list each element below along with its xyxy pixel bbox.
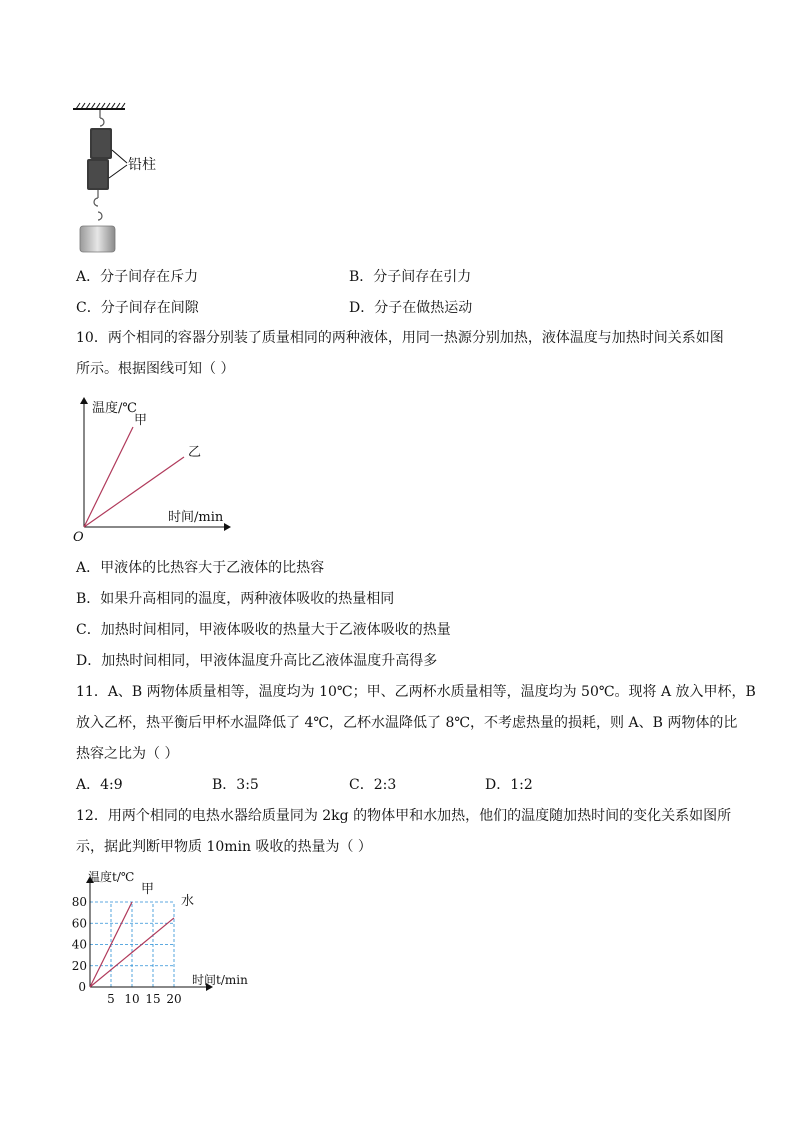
series-label-water: 水 xyxy=(181,894,195,909)
q10-series-a-label: 甲 xyxy=(134,413,148,428)
q10-option-c: C．加热时间相同，甲液体吸收的热量大于乙液体吸收的热量 xyxy=(76,622,451,638)
y-tick-label-2: 60 xyxy=(71,916,87,931)
q10-option-d: D．加热时间相同，甲液体温度升高比乙液体温度升高得多 xyxy=(76,653,438,669)
x-axis-label: 时间t/min xyxy=(192,973,248,987)
x-tick-label-2: 15 xyxy=(145,992,161,1006)
q10-stem-line-2: 所示。根据图线可知（ ） xyxy=(76,361,235,377)
q10-series-b-label: 乙 xyxy=(188,445,202,460)
q9-option-c: C．分子间存在间隙 xyxy=(76,300,199,316)
q10-x-axis-label: 时间/min xyxy=(168,510,224,525)
y-tick-label-3: 80 xyxy=(71,895,87,909)
q11-stem-line-1: 11．A、B 两物体质量相等，温度均为 10℃；甲、乙两杯水质量相等，温度均为 50℃。现将 A 放入甲杯，B xyxy=(76,684,756,700)
q12-temperature-time-chart xyxy=(70,865,260,1010)
q11-stem-line-2: 放入乙杯，热平衡后甲杯水温降低了 4℃，乙杯水温降低了 8℃，不考虑热量的损耗，则 A、B 两物体的比 xyxy=(76,715,738,731)
x-tick-label-0: 5 xyxy=(107,992,115,1006)
q11-option-a: A．4:9 xyxy=(76,777,123,793)
q10-stem-line-1: 10．两个相同的容器分别装了质量相同的两种液体，用同一热源分别加热，液体温度与加热时间关系如图 xyxy=(76,330,724,346)
q9-option-b: B．分子间存在引力 xyxy=(349,269,472,285)
q11-option-b: B．3:5 xyxy=(212,777,259,793)
q11-stem-line-3: 热容之比为（ ） xyxy=(76,746,179,762)
origin-label: 0 xyxy=(78,980,86,994)
q9-option-d: D．分子在做热运动 xyxy=(349,300,473,316)
x-tick-label-3: 20 xyxy=(166,992,182,1006)
y-tick-label-0: 20 xyxy=(71,958,87,973)
q10-y-axis-label: 温度/℃ xyxy=(92,401,137,416)
q9-option-a: A．分子间存在斥力 xyxy=(76,269,199,285)
q10-origin-label: O xyxy=(73,530,84,545)
q12-stem-line-1: 12．用两个相同的电热水器给质量同为 2kg 的物体甲和水加热，他们的温度随加热时间的变化关系如图所 xyxy=(76,808,732,824)
lead-cylinder-figure xyxy=(70,100,190,260)
q10-temperature-time-graph xyxy=(70,394,240,544)
q11-option-d: D．1:2 xyxy=(485,777,533,793)
x-tick-label-1: 10 xyxy=(124,992,140,1006)
series-label-jia: 甲 xyxy=(141,882,155,897)
lead-cylinder-label: 铅柱 xyxy=(128,157,156,173)
q11-option-c: C．2:3 xyxy=(349,777,397,793)
y-axis-label: 温度t/℃ xyxy=(88,870,135,884)
y-tick-label-1: 40 xyxy=(71,937,87,952)
q12-stem-line-2: 示，据此判断甲物质 10min 吸收的热量为（ ） xyxy=(76,839,372,855)
q10-option-b: B．如果升高相同的温度，两种液体吸收的热量相同 xyxy=(76,591,395,607)
q10-option-a: A．甲液体的比热容大于乙液体的比热容 xyxy=(76,560,325,576)
